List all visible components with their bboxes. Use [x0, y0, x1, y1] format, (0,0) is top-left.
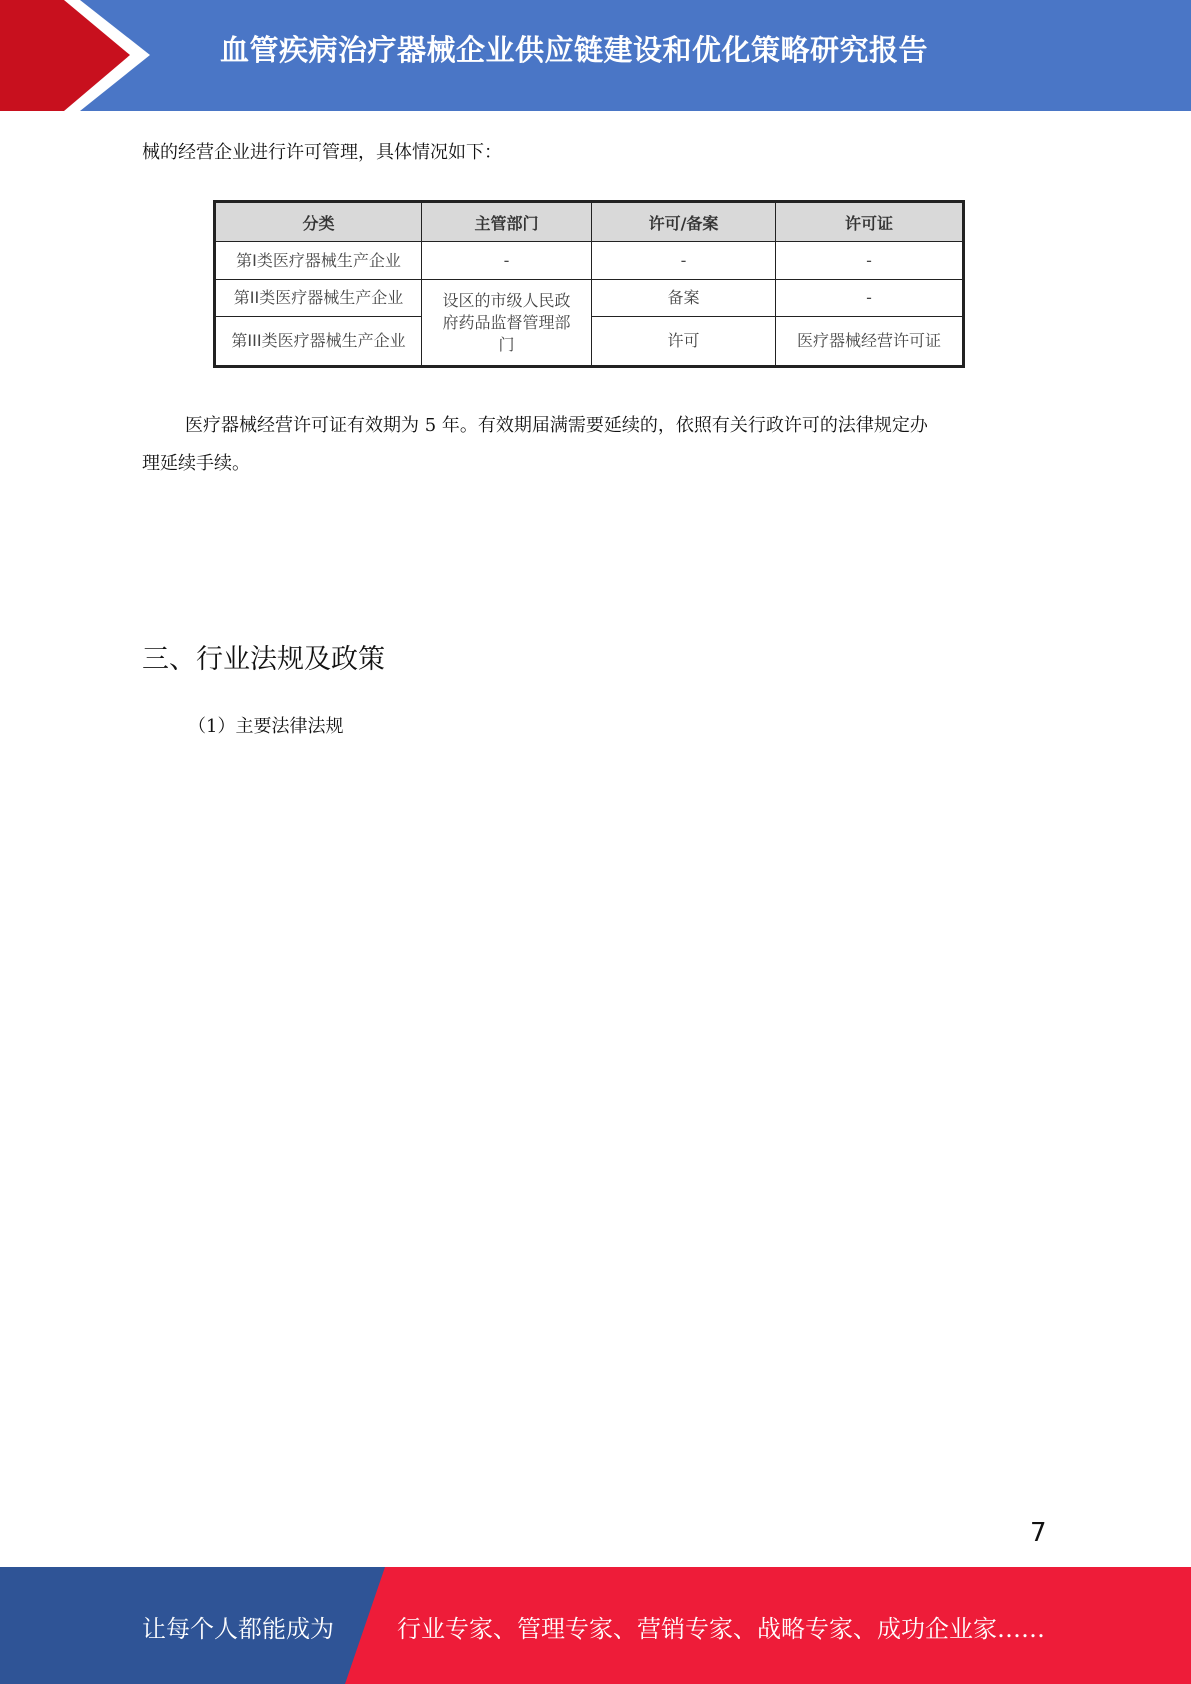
header-chevron-decoration: [0, 0, 160, 111]
section-heading: 三、行业法规及政策: [142, 644, 385, 675]
license-table: [213, 200, 962, 368]
table-row: [215, 280, 964, 317]
table-cell: 许可: [592, 317, 776, 367]
table-row: [215, 242, 964, 280]
table-cell: 第I类医疗器械生产企业: [215, 242, 422, 280]
table-cell: -: [422, 242, 592, 280]
footer-slogan-left: 让每个人都能成为: [142, 1615, 334, 1643]
table-cell: -: [592, 242, 776, 280]
paragraph-validity-line1: 医疗器械经营许可证有效期为 5 年。有效期届满需要延续的，依照有关行政许可的法律规定办: [185, 415, 928, 436]
page-header: [0, 0, 1191, 111]
table-cell: 医疗器械经营许可证: [776, 317, 964, 367]
table-cell: -: [776, 280, 964, 317]
page-footer: [0, 1567, 1191, 1684]
table-cell: 备案: [592, 280, 776, 317]
table-cell: 第III类医疗器械生产企业: [215, 317, 422, 367]
table-header-cell: 许可证: [776, 202, 964, 242]
sub-heading: （1）主要法律法规: [188, 716, 344, 737]
table-cell-merged: 设区的市级人民政府药品监督管理部门: [422, 280, 592, 367]
table-header-row: [215, 202, 964, 242]
paragraph-intro: 械的经营企业进行许可管理，具体情况如下：: [142, 142, 502, 163]
paragraph-validity-line2: 理延续手续。: [142, 453, 250, 474]
table-cell: 第II类医疗器械生产企业: [215, 280, 422, 317]
table-header-cell: 分类: [215, 202, 422, 242]
page-number: 7: [1030, 1518, 1047, 1548]
table-header-cell: 许可/备案: [592, 202, 776, 242]
footer-slogan-right: 行业专家、管理专家、营销专家、战略专家、成功企业家……: [397, 1615, 1045, 1643]
table-cell: -: [776, 242, 964, 280]
table-header-cell: 主管部门: [422, 202, 592, 242]
report-title: 血管疾病治疗器械企业供应链建设和优化策略研究报告: [220, 33, 929, 67]
